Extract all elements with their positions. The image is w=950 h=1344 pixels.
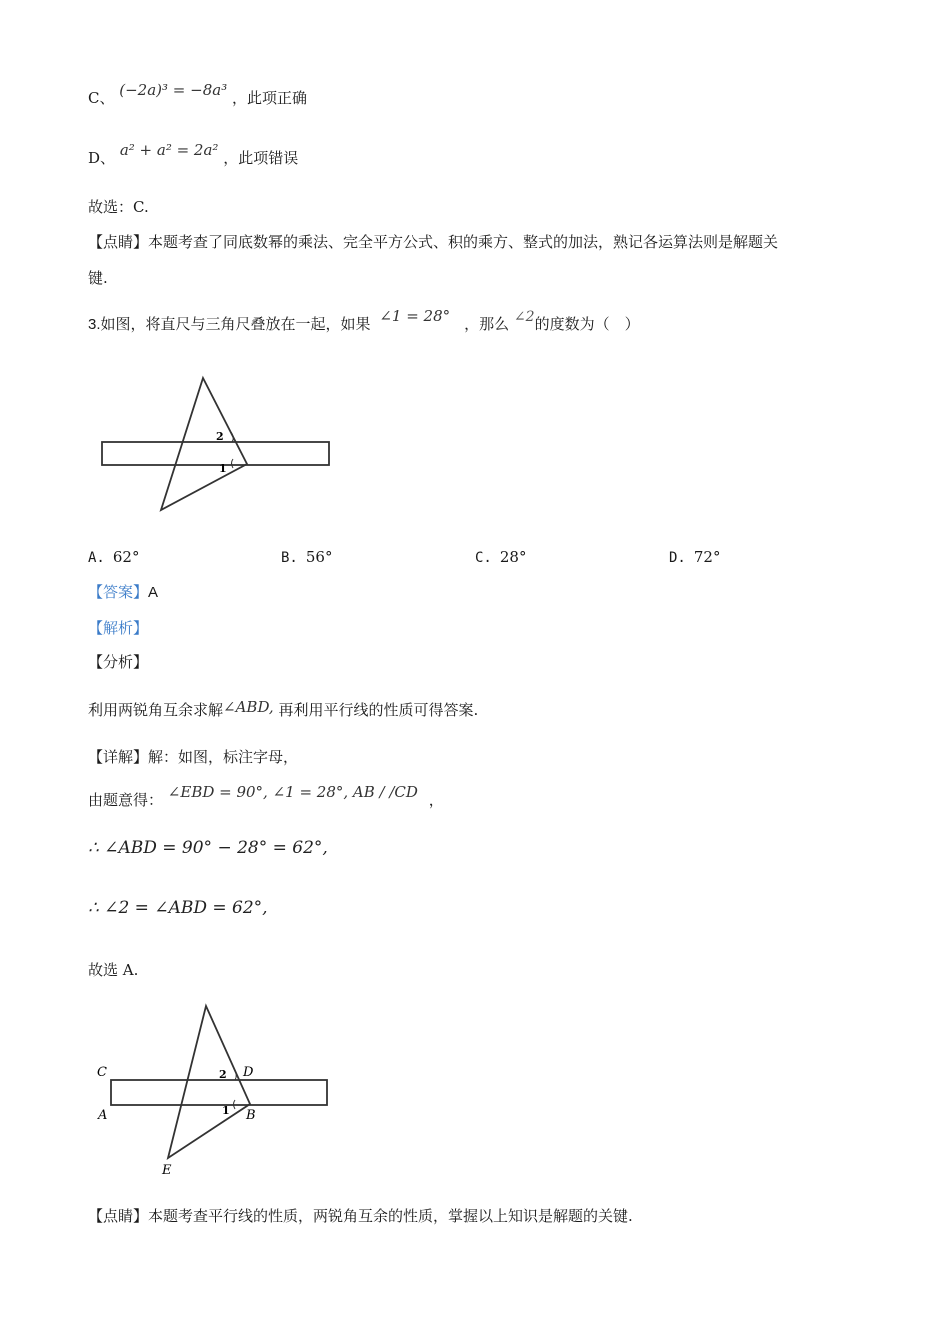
figure-ruler-triangle [95, 370, 345, 520]
point-e-label: E [162, 1163, 172, 1178]
given-prefix: 由题意得： [88, 791, 164, 809]
option-b[interactable] [281, 548, 332, 566]
option-c-explanation [88, 81, 308, 108]
given-suffix: ， [428, 791, 444, 809]
note-1-line-2: 键. [88, 269, 108, 287]
point-b-label: B [246, 1108, 256, 1123]
triangle-shape-labeled [168, 1006, 250, 1158]
option-a-letter: A. [88, 550, 105, 566]
question-target-angle: ∠2 [513, 309, 535, 325]
question-text-c: 的度数为（ ） [534, 315, 640, 333]
option-c[interactable] [475, 548, 526, 566]
answer-value: A [148, 584, 159, 601]
option-c-letter: C. [475, 550, 492, 566]
fenxi-text-a: 利用两锐角互余求解 [88, 701, 224, 719]
detail-line: 【详解】解：如图，标注字母， [88, 748, 299, 766]
step-2: ∴ ∠2 = ∠ABD = 62°, [88, 898, 268, 918]
option-d-suffix: ，此项错误 [223, 149, 299, 167]
angle-2-label: 2 [216, 430, 224, 443]
option-d-prefix: D、 [88, 149, 116, 167]
angle-1-arc [232, 459, 234, 468]
answer-line [88, 582, 158, 603]
option-c-prefix: C、 [88, 89, 115, 107]
triangle-shape [161, 378, 247, 510]
figure-labeled [92, 998, 342, 1183]
step-1: ∴ ∠ABD = 90° − 28° = 62°, [88, 838, 328, 858]
answer-tag: 【答案】 [88, 583, 149, 601]
choose-a-text: 故选 A. [88, 961, 139, 979]
angle-1-label: 1 [219, 462, 227, 475]
option-c-value: 28° [499, 548, 527, 566]
question-text-b: ，那么 [464, 315, 510, 333]
option-a[interactable] [88, 548, 139, 566]
ruler-rect [102, 442, 329, 465]
angle-2-label-labeled: 2 [219, 1068, 227, 1081]
option-d-value: 72° [693, 548, 721, 566]
option-d-formula: a² + a² = 2a² [119, 141, 219, 159]
question-given-angle: ∠1 = 28° [379, 307, 451, 325]
option-c-formula: (−2a)³ = −8a³ [119, 81, 228, 99]
analysis-tag: 【解析】 [88, 619, 149, 637]
option-d[interactable] [669, 548, 720, 566]
option-b-value: 56° [305, 548, 333, 566]
fenxi-line [88, 700, 478, 720]
point-a-label: A [98, 1108, 108, 1123]
ruler-rect-labeled [111, 1080, 327, 1105]
option-d-letter: D. [669, 550, 686, 566]
option-d-explanation [88, 141, 299, 168]
question-number: 3. [88, 316, 101, 333]
note-1-line-1: 【点睛】本题考查了同底数幂的乘法、完全平方公式、积的乘方、整式的加法，熟记各运算法则是解题关 [88, 233, 779, 251]
given-line [88, 783, 444, 810]
option-b-letter: B. [281, 550, 298, 566]
fenxi-tag: 【分析】 [88, 653, 149, 671]
note-2: 【点睛】本题考查平行线的性质，两锐角互余的性质，掌握以上知识是解题的关键. [88, 1207, 633, 1225]
question-text-a: 如图，将直尺与三角尺叠放在一起，如果 [100, 315, 371, 333]
point-c-label: C [97, 1065, 107, 1080]
option-c-suffix: ，此项正确 [232, 89, 308, 107]
fenxi-text-b: 再利用平行线的性质可得答案. [273, 701, 479, 719]
fenxi-math: ∠ABD, [223, 698, 274, 716]
point-d-label: D [243, 1065, 254, 1080]
given-math: ∠EBD = 90°, ∠1 = 28°, AB / /CD [167, 783, 418, 801]
question-3 [88, 307, 640, 335]
angle-2-arc [231, 432, 233, 442]
option-a-value: 62° [112, 548, 140, 566]
angle-1-label-labeled: 1 [222, 1104, 230, 1117]
choose-c-text: 故选：C. [88, 198, 149, 216]
